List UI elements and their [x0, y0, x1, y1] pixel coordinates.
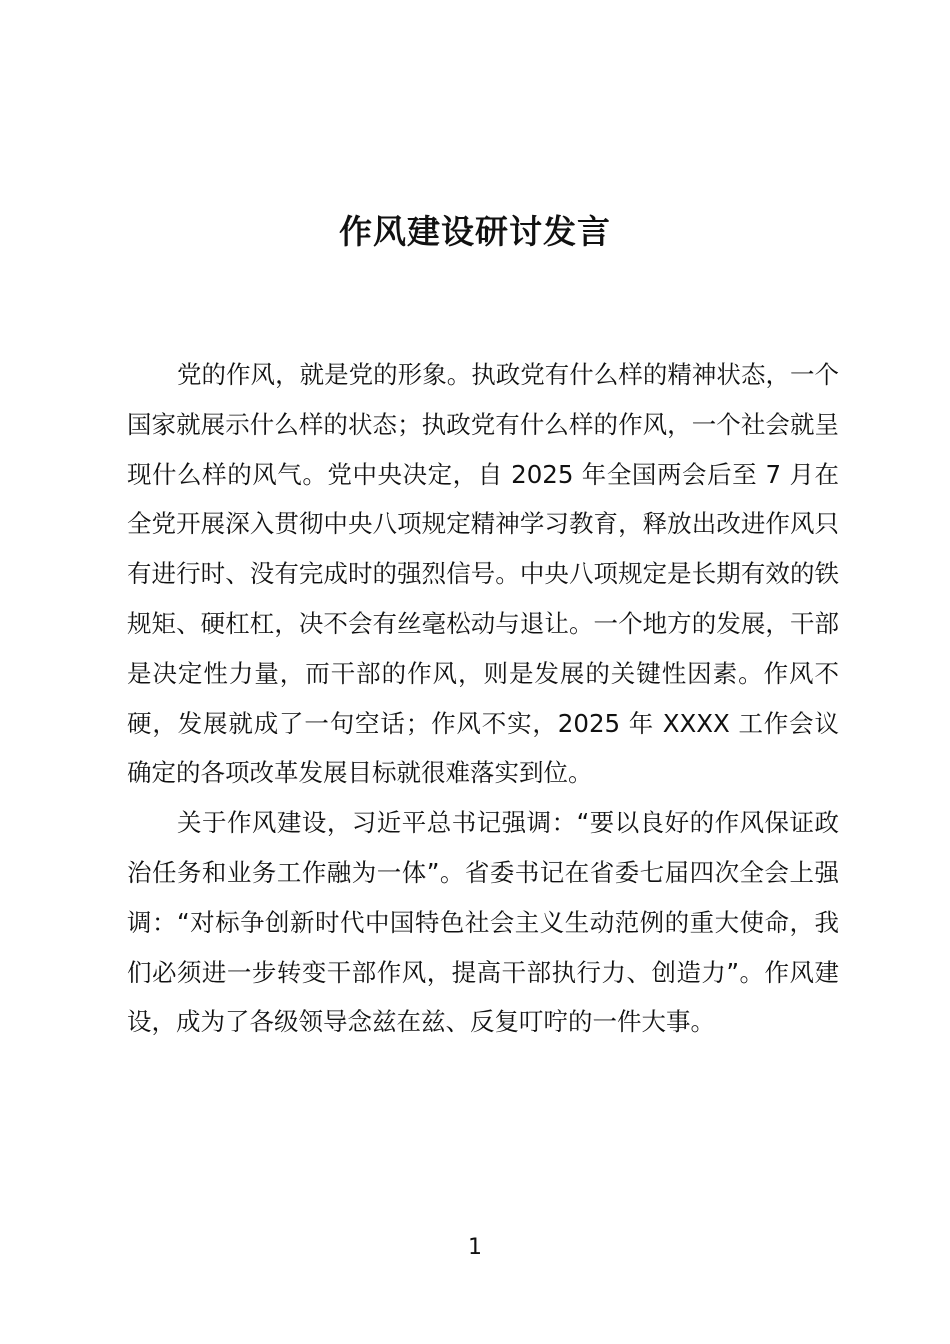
paragraph-2: 关于作风建设，习近平总书记强调：“要以良好的作风保证政治任务和业务工作融为一体”。省委书记在省委七届四次全会上强调：“对标争创新时代中国特色社会主义生动范例的重大使命，我们必须进一步转变干部作风，提高干部执行力、创造力”。作风建设，成为了各级领导念兹在兹、反复叮咛的一件大事。: [127, 808, 839, 1037]
page-number: 1: [468, 1235, 482, 1260]
paragraph-1: 党的作风，就是党的形象。执政党有什么样的精神状态，一个国家就展示什么样的状态；执政党有什么样的作风，一个社会就呈现什么样的风气。党中央决定，自 2025 年全国两会后至 7 月在全党开展深入贯彻中央八项规定精神学习教育，释放出改进作风只有进行时、没有完成时的强烈信号。中央八项规定是长期有效的铁规矩、硬杠杠，决不会有丝毫松动与退让。一个地方的发展，干部是决定性力量，而干部的作风，则是发展的关键性因素。作风不硬，发展就成了一句空话；作风不实，2025 年 XXXX 工作会议确定的各项改革发展目标就很难落实到位。: [127, 360, 839, 788]
document-title: 作风建设研讨发言: [339, 212, 611, 251]
document-body: [127, 350, 839, 1047]
